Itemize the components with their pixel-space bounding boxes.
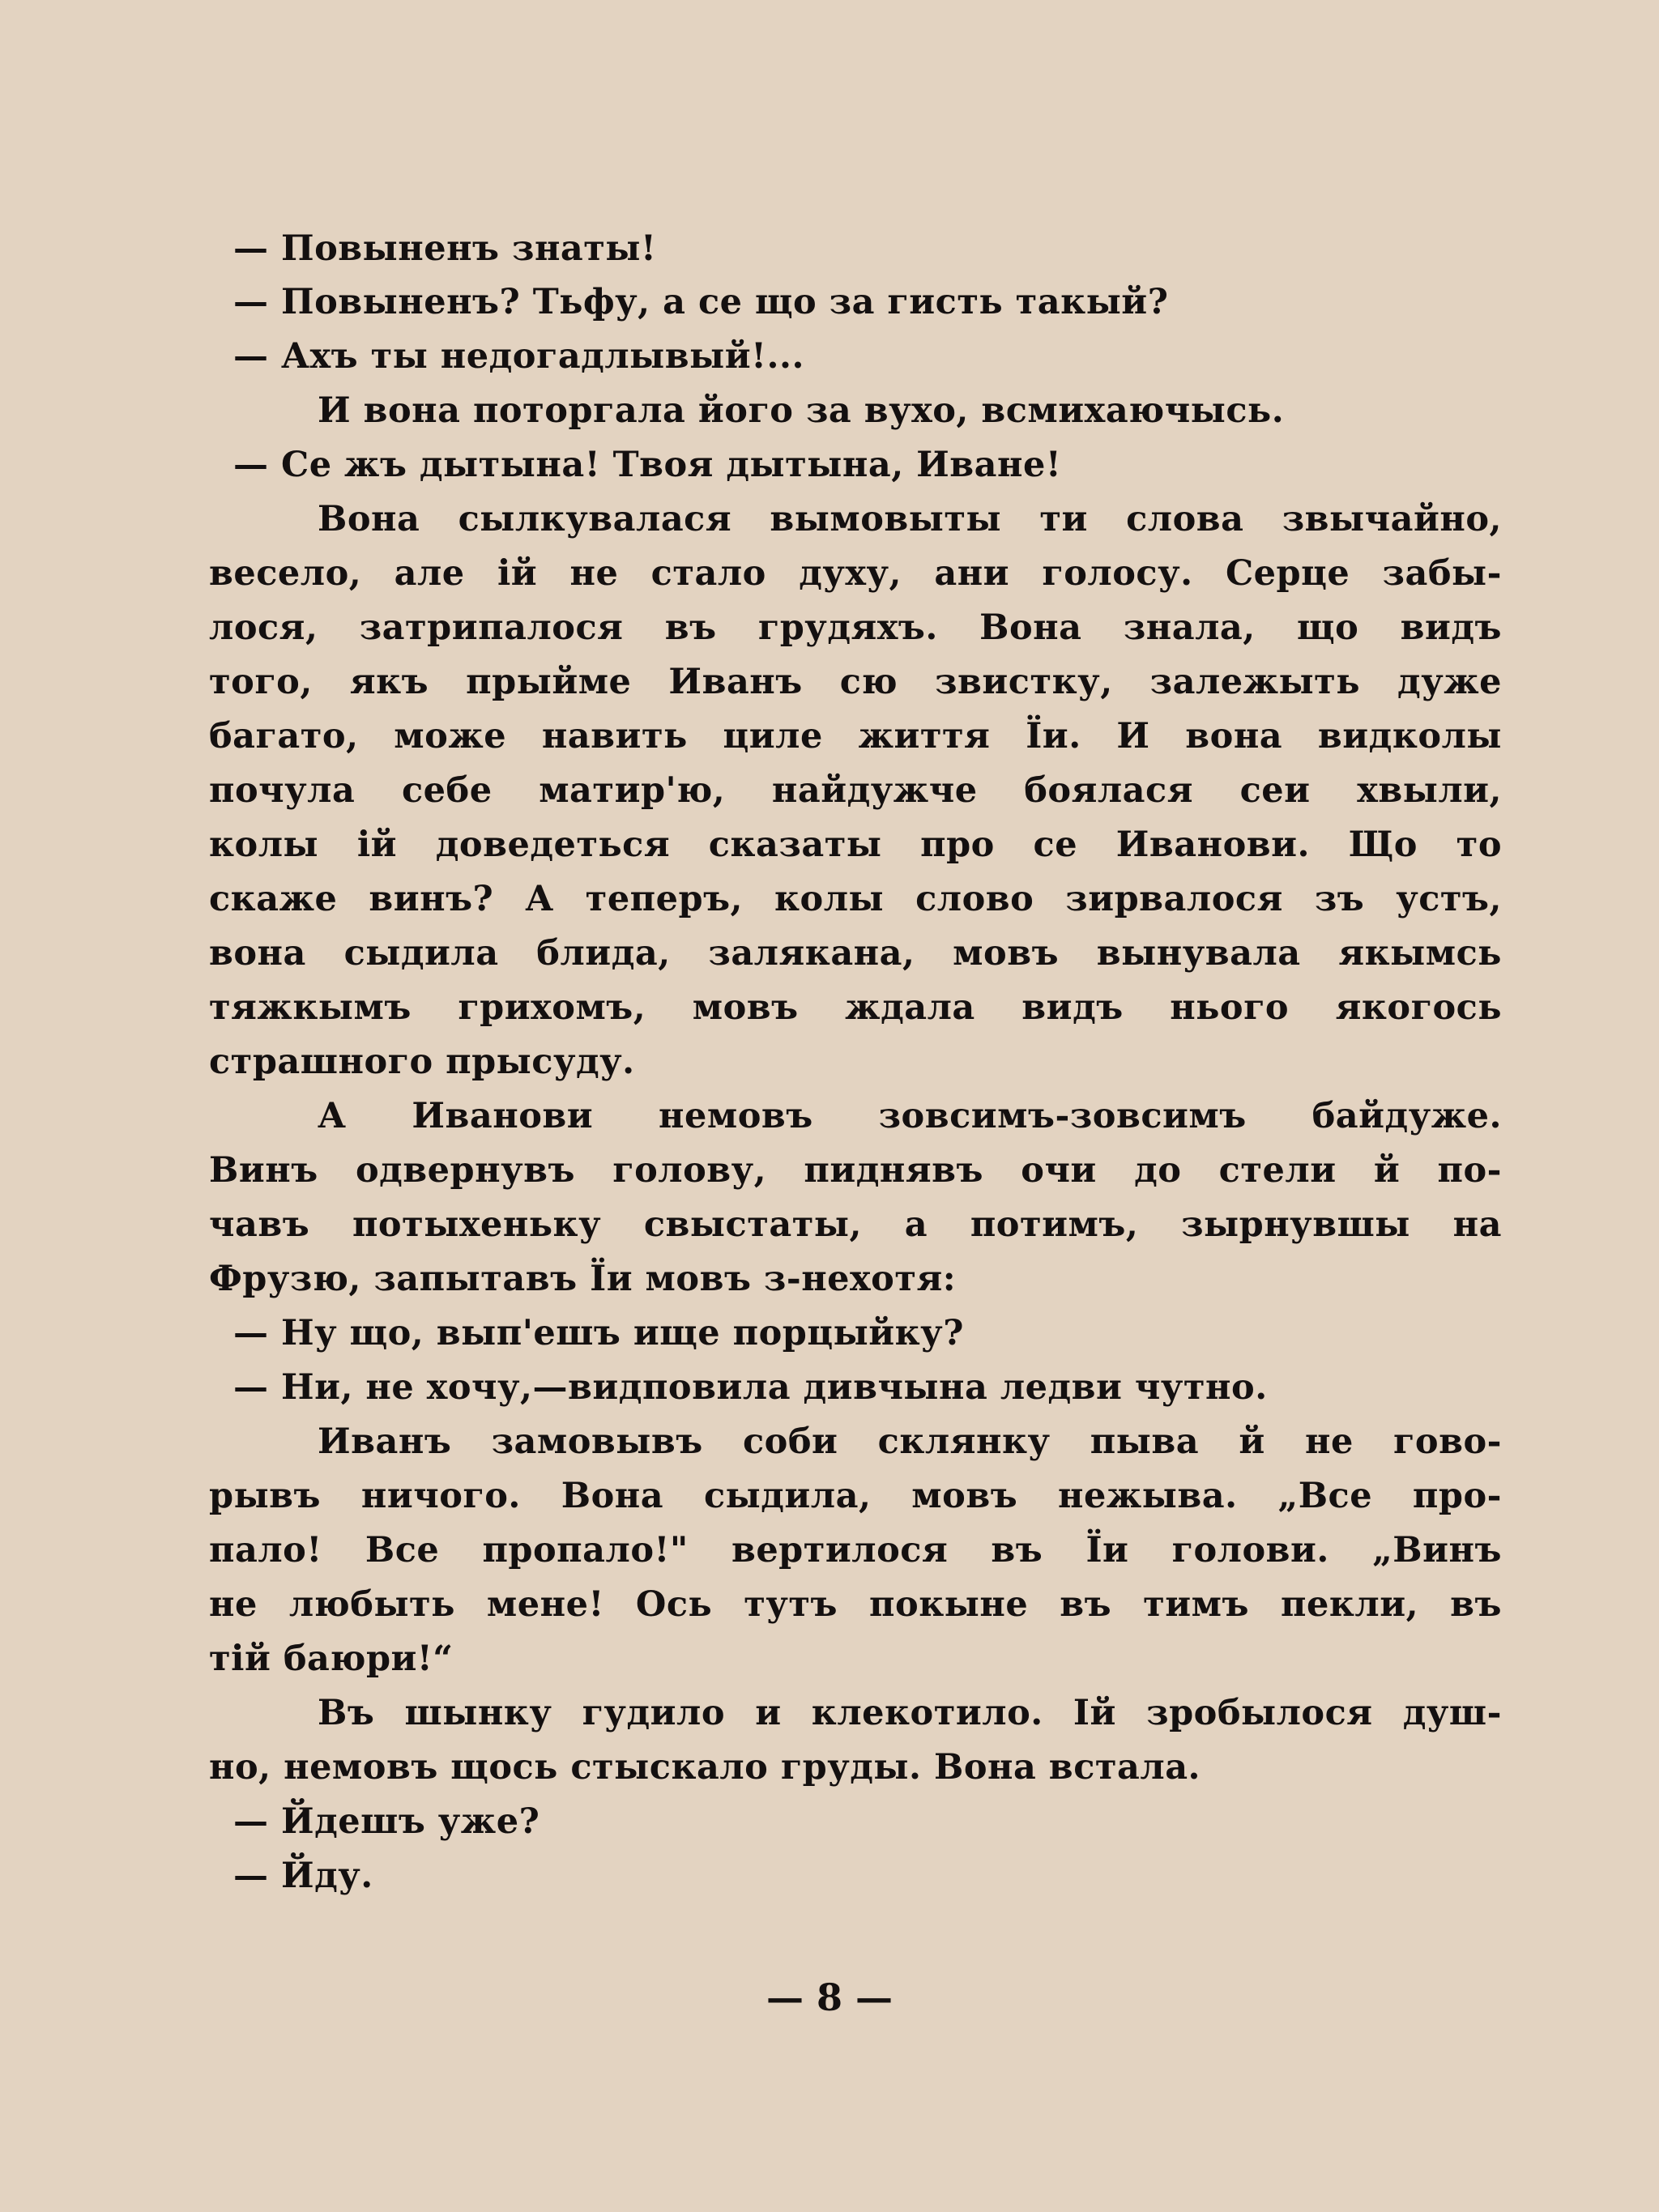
- text-line: — Йдешъ уже?: [233, 1801, 540, 1842]
- text-line: И вона поторгала його за вухо, всмихаючысь.: [318, 390, 1285, 431]
- text-line: — Ну що, вып'ешъ ище порцыйку?: [233, 1313, 964, 1353]
- text-line: того, якъ прыйме Иванъ сю звистку, залежыть дуже: [209, 662, 1502, 702]
- text-line: — Йду.: [233, 1856, 373, 1896]
- text-line: почула себе матир'ю, найдужче боялася сеи хвыли,: [209, 770, 1502, 811]
- text-line: — Ни, не хочу,—видповила дивчына ледви чутно.: [233, 1367, 1268, 1408]
- text-line: весело, але ій не стало духу, ани голосу. Серце забы-: [209, 553, 1502, 594]
- text-line: Иванъ замовывъ соби склянку пыва й не гово-: [318, 1421, 1502, 1462]
- text-line: тяжкымъ грихомъ, мовъ ждала видъ нього якогось: [209, 987, 1502, 1028]
- text-line: тій баюри!“: [209, 1639, 454, 1679]
- text-line: но, немовъ щось стыскало груды. Вона встала.: [209, 1747, 1201, 1788]
- text-line: багато, може навить циле життя Ïи. И вона видколы: [209, 716, 1502, 757]
- text-line: лося, затрипалося въ грудяхъ. Вона знала, що видъ: [209, 607, 1502, 648]
- text-line: — Повыненъ? Тьфу, а се що за гисть такый?: [233, 282, 1169, 322]
- text-line: А Иванови немовъ зовсимъ-зовсимъ байдуже.: [318, 1096, 1502, 1136]
- text-line: Винъ одвернувъ голову, пиднявъ очи до стели й по-: [209, 1150, 1502, 1191]
- text-line: — Ахъ ты недогадлывый!...: [233, 336, 804, 377]
- text-line: Въ шынку гудило и клекотило. Ій зробылося душ-: [318, 1693, 1502, 1733]
- text-line: не любыть мене! Ось тутъ покыне въ тимъ пекли, въ: [209, 1584, 1502, 1625]
- text-line: страшного прысуду.: [209, 1042, 635, 1082]
- text-line: колы ій доведеться сказаты про се Иванови. Що то: [209, 825, 1502, 865]
- text-line: — Се жъ дытына! Твоя дытына, Иване!: [233, 445, 1062, 485]
- text-line: — Повыненъ знаты!: [233, 228, 657, 269]
- text-line: вона сыдила блида, залякана, мовъ вынувала якымсь: [209, 933, 1502, 974]
- text-line: пало! Все пропало!" вертилося въ Ïи голови. „Винъ: [209, 1530, 1502, 1571]
- text-line: скаже винъ? А теперъ, колы слово зирвалося зъ устъ,: [209, 879, 1502, 919]
- text-line: рывъ ничого. Вона сыдила, мовъ нежыва. „Все про-: [209, 1476, 1502, 1516]
- text-line: чавъ потыхеньку свыстаты, а потимъ, зырнувшы на: [209, 1204, 1502, 1245]
- text-line: Вона сылкувалася вымовыты ти слова звычайно,: [318, 499, 1502, 539]
- page-number: — 8 —: [766, 1975, 893, 2019]
- text-line: Фрузю, запытавъ Ïи мовъ з-нехотя:: [209, 1259, 957, 1299]
